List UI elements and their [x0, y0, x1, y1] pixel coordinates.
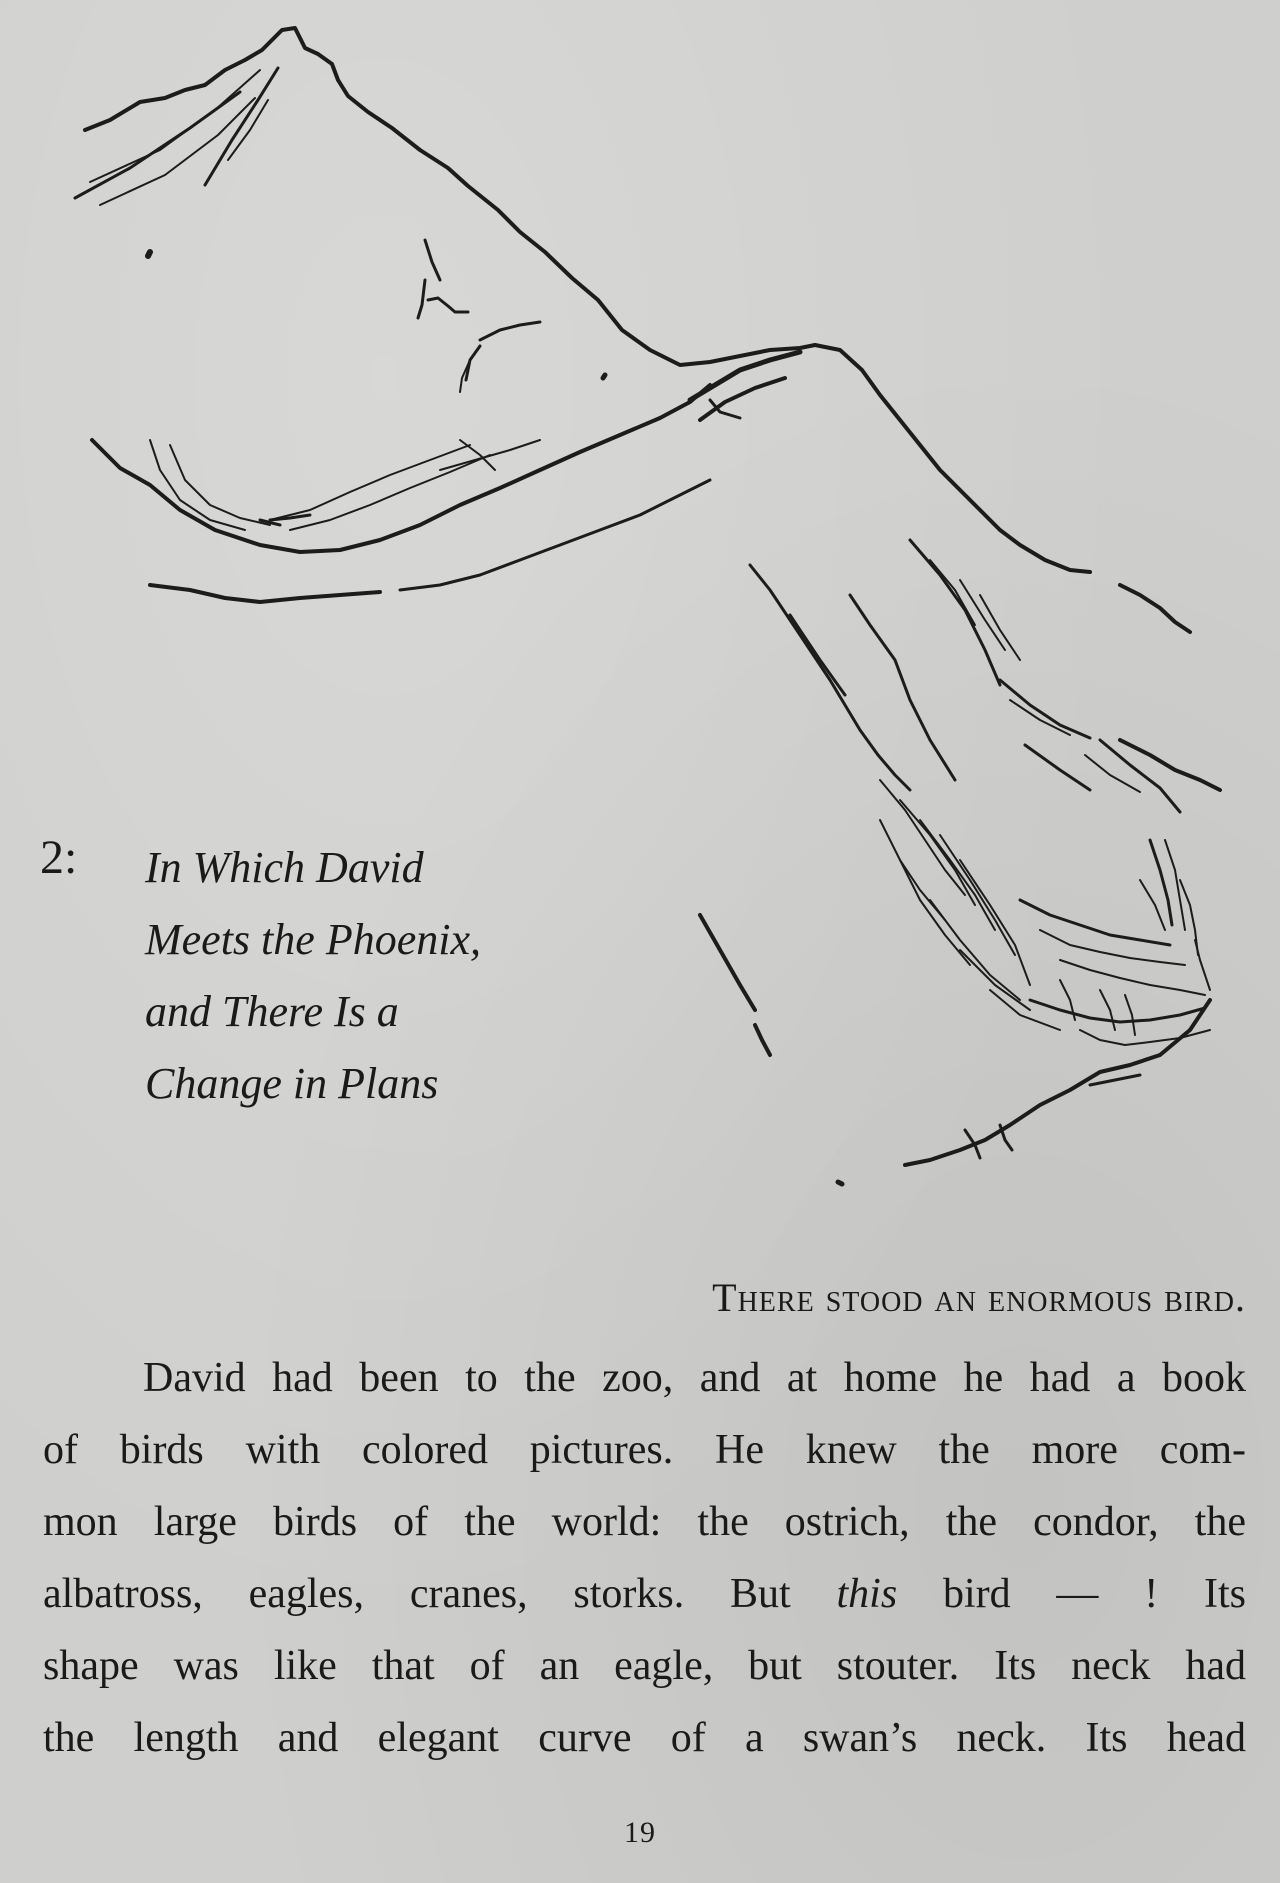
chapter-title-line: and There Is a	[145, 987, 399, 1036]
body-line: David had been to the zoo, and at home he had a book	[143, 1355, 1246, 1401]
chapter-title-line: Meets the Phoenix,	[145, 915, 481, 964]
chapter-title	[145, 832, 615, 1120]
italic-emphasis: this	[836, 1571, 898, 1617]
chapter-title-line: In Which David	[145, 843, 424, 892]
chapter-number: 2:	[40, 831, 78, 884]
body-line: the length and elegant curve of a swan’s neck. Its head	[43, 1715, 1246, 1761]
body-line: mon large birds of the world: the ostrich, the condor, the	[43, 1499, 1246, 1545]
body-text-segment: bird — ! Its	[897, 1571, 1246, 1617]
chapter-title-line: Change in Plans	[145, 1059, 439, 1108]
body-line: of birds with colored pictures. He knew the more com-	[43, 1427, 1246, 1473]
body-line	[43, 1558, 1246, 1630]
page-number: 19	[624, 1816, 656, 1849]
body-text-segment: albatross, eagles, cranes, storks. But	[43, 1571, 837, 1617]
opening-line: There stood an enormous bird.	[712, 1275, 1246, 1320]
body-text	[43, 1342, 1246, 1774]
body-line: shape was like that of an eagle, but stouter. Its neck had	[43, 1643, 1246, 1689]
